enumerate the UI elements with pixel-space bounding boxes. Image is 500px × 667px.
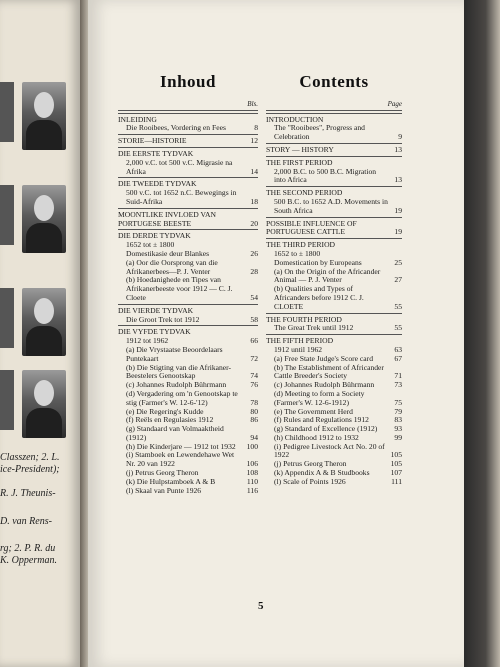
entry-page: 76 xyxy=(250,380,258,390)
entry-title: (k) Die Hulpstamboek A & B xyxy=(126,476,216,486)
book-cover-edge xyxy=(464,0,500,667)
entry-page: 71 xyxy=(394,371,402,381)
entry-page: 58 xyxy=(250,314,258,324)
entry-title: (j) Petrus Georg Theron xyxy=(126,468,199,478)
portrait-photo-cropped xyxy=(0,82,14,142)
entry-page: 8 xyxy=(254,123,258,133)
divider xyxy=(118,177,258,178)
entry-title: STORIE—HISTORIE xyxy=(118,136,187,146)
entry-title: (a) Die Vrystaatse Beoordelaars Puntekaart xyxy=(126,344,223,363)
entry-page: 63 xyxy=(394,344,402,354)
afrikaans-page-label: Bls. xyxy=(247,99,258,108)
entry-page: 74 xyxy=(250,371,258,381)
entry-title: (b) The Establishment of Africander Cattle Breeder's Society xyxy=(274,362,384,381)
portrait-photo xyxy=(22,185,66,253)
divider xyxy=(266,110,402,111)
divider xyxy=(266,186,402,187)
divider xyxy=(266,334,402,335)
toc-entry xyxy=(118,316,258,325)
toc-entry xyxy=(118,451,258,469)
toc-entry xyxy=(266,324,402,333)
entry-title: Domestikasie deur Blankes xyxy=(126,248,210,258)
toc-entry xyxy=(118,259,258,277)
divider xyxy=(118,304,258,305)
toc-entry xyxy=(266,364,402,382)
toc-entry xyxy=(118,159,258,177)
entry-page: 54 xyxy=(250,292,258,302)
entry-title: INLEIDING xyxy=(118,114,157,124)
entry-title: 2,000 B.C. to 500 B.C. Migration into Africa xyxy=(274,166,377,185)
portrait-photo-cropped xyxy=(0,185,14,245)
entry-title: (b) Qualities and Types of Africanders before 1912 C. J. CLOETE xyxy=(274,284,364,311)
entry-title: DIE DERDE TYDVAK xyxy=(118,231,191,241)
caption-line: K. Opperman. xyxy=(0,555,57,566)
toc-entry xyxy=(266,285,402,311)
toc-entry xyxy=(118,124,258,133)
entry-title: 1912 tot 1962 xyxy=(126,336,169,346)
caption-line: rg; 2. P. R. du xyxy=(0,543,56,554)
toc-entry xyxy=(266,268,402,286)
toc-entry xyxy=(266,478,402,487)
caption-line: ice-President); xyxy=(0,464,60,475)
entry-page: 12 xyxy=(250,136,258,146)
entry-page: 106 xyxy=(246,459,258,469)
entry-title: (h) Die Kinderjare — 1912 tot 1932 xyxy=(126,441,236,451)
entry-title: (b) Die Stigting van die Afrikaner-Beestelers Genootskap xyxy=(126,362,232,381)
divider xyxy=(266,156,402,157)
entry-title: Die Rooibees, Vordering en Fees xyxy=(126,123,226,133)
entry-page: 19 xyxy=(394,205,402,215)
toc-entry xyxy=(266,390,402,408)
caption-line: Classzen; 2. L. xyxy=(0,452,60,463)
book-gutter xyxy=(80,0,88,667)
entry-page: 73 xyxy=(394,380,402,390)
portrait-photo xyxy=(22,82,66,150)
entry-title: 2,000 v.C. tot 500 v.C. Migrasie na Afrika xyxy=(126,157,233,176)
portrait-photo xyxy=(22,288,66,356)
entry-title: POSSIBLE INFLUENCE OF PORTUGUESE CATTLE xyxy=(266,218,357,237)
divider xyxy=(118,113,258,114)
entry-title: 1652 tot ± 1800 xyxy=(126,240,175,250)
entry-title: (f) Reëls en Regulasies 1912 xyxy=(126,415,214,425)
entry-page: 72 xyxy=(250,353,258,363)
entry-page: 55 xyxy=(394,323,402,333)
entry-title: (l) Scale of Points 1926 xyxy=(274,476,346,486)
entry-page: 26 xyxy=(250,248,258,258)
entry-title: MOONTLIKE INVLOED VAN PORTUGESE BEESTE xyxy=(118,209,217,228)
english-page-label: Page xyxy=(387,99,402,108)
entry-page: 110 xyxy=(246,476,258,486)
toc-entry xyxy=(118,487,258,496)
entry-title: DIE VYFDE TYDVAK xyxy=(118,327,191,337)
toc-entry xyxy=(266,168,402,186)
english-contents-column xyxy=(266,72,402,487)
english-entry-list xyxy=(266,113,402,487)
toc-entry xyxy=(118,390,258,408)
entry-title: THE SECOND PERIOD xyxy=(266,188,343,198)
entry-page: 93 xyxy=(394,424,402,434)
toc-entry xyxy=(118,346,258,364)
toc-entry xyxy=(118,189,258,207)
entry-title: (i) Pedigree Livestock Act No. 20 of 1922 xyxy=(274,441,385,460)
entry-title: DIE VIERDE TYDVAK xyxy=(118,305,194,315)
entry-page: 83 xyxy=(394,415,402,425)
entry-title: (i) Stamboek en Lewendehawe Wet Nr. 20 van 1922 xyxy=(126,450,235,469)
entry-page: 13 xyxy=(394,175,402,185)
section-heading xyxy=(118,137,258,146)
entry-title: The "Rooibees", Progress and Celebration xyxy=(274,123,365,142)
entry-page: 94 xyxy=(250,432,258,442)
portrait-photo-cropped xyxy=(0,288,14,348)
entry-page: 80 xyxy=(250,406,258,416)
entry-title: Die Groot Trek tot 1912 xyxy=(126,314,200,324)
entry-title: 500 v.C. tot 1652 n.C. Bewegings in Suid-Afrika xyxy=(126,188,237,206)
entry-title: (d) Meeting to form a Society (Farmer's W. 12-6-1912) xyxy=(274,388,365,407)
entry-title: STORY — HISTORY xyxy=(266,144,334,154)
divider xyxy=(118,110,258,111)
entry-page: 99 xyxy=(394,432,402,442)
entry-title: THE FOURTH PERIOD xyxy=(266,314,342,324)
entry-title: (e) The Government Herd xyxy=(274,406,353,416)
entry-page: 107 xyxy=(390,468,402,478)
entry-title: (g) Standard of Excellence (1912) xyxy=(274,424,378,434)
entry-page: 100 xyxy=(246,441,258,451)
entry-title: The Great Trek until 1912 xyxy=(274,323,354,333)
entry-page: 25 xyxy=(394,257,402,267)
portrait-photo-cropped xyxy=(0,370,14,430)
entry-page: 67 xyxy=(394,353,402,363)
section-heading xyxy=(266,220,402,238)
entry-page: 28 xyxy=(250,266,258,276)
entry-title: (e) Die Regering's Kudde xyxy=(126,406,204,416)
entry-page: 19 xyxy=(394,227,402,237)
english-title: Contents xyxy=(299,72,369,91)
divider xyxy=(266,113,402,114)
entry-title: (l) Skaal van Punte 1926 xyxy=(126,485,202,495)
entry-page: 20 xyxy=(250,218,258,228)
toc-entry xyxy=(118,276,258,302)
entry-page: 78 xyxy=(250,397,258,407)
entry-title: (a) Free State Judge's Score card xyxy=(274,353,373,363)
toc-entry xyxy=(118,425,258,443)
caption-line: R. J. Theunis- xyxy=(0,488,56,499)
entry-page: 75 xyxy=(394,397,402,407)
entry-title: THE FIFTH PERIOD xyxy=(266,336,334,346)
entry-title: (d) Vergadering om 'n Genootskap te stig (Farmer's W. 12-6-'12) xyxy=(126,388,238,407)
entry-title: (a) Oor die Oorsprong van die Afrikanerbees—P. J. Venter xyxy=(126,257,218,276)
entry-page: 79 xyxy=(394,406,402,416)
entry-title: 1912 until 1962 xyxy=(274,344,323,354)
entry-page: 14 xyxy=(250,166,258,176)
entry-title: INTRODUCTION xyxy=(266,114,324,124)
entry-title: Domestication by Europeans xyxy=(274,257,362,267)
page-number: 5 xyxy=(258,600,264,612)
entry-title: (c) Johannes Rudolph Bührmann xyxy=(126,380,227,390)
entry-title: (g) Standaard van Volmaaktheid (1912) xyxy=(126,424,224,442)
afrikaans-title: Inhoud xyxy=(160,72,216,91)
entry-page: 111 xyxy=(391,476,402,486)
entry-page: 27 xyxy=(394,275,402,285)
entry-page: 105 xyxy=(390,450,402,460)
entry-title: (f) Rules and Regulations 1912 xyxy=(274,415,369,425)
entry-page: 55 xyxy=(394,301,402,311)
section-heading xyxy=(118,211,258,229)
portrait-photo xyxy=(22,370,66,438)
entry-page: 116 xyxy=(246,485,258,495)
section-heading xyxy=(266,146,402,155)
divider xyxy=(118,208,258,209)
entry-page: 13 xyxy=(394,144,402,154)
entry-title: DIE TWEEDE TYDVAK xyxy=(118,179,197,189)
entry-page: 105 xyxy=(390,459,402,469)
entry-page: 66 xyxy=(250,336,258,346)
entry-title: (c) Johannes Rudolph Bührmann xyxy=(274,380,375,390)
divider xyxy=(266,143,402,144)
entry-title: 500 B.C. to 1652 A.D. Movements in South Africa xyxy=(274,196,388,215)
toc-entry xyxy=(266,443,402,461)
afrikaans-contents-column xyxy=(118,72,258,495)
caption-line: D. van Rens- xyxy=(0,516,52,527)
divider xyxy=(118,325,258,326)
entry-page: 18 xyxy=(250,196,258,206)
entry-title: (h) Childhood 1912 to 1932 xyxy=(274,432,359,442)
divider xyxy=(266,217,402,218)
entry-title: (b) Hoedanighede en Tipes van Afrikanerbeeste voor 1912 — C. J. Cloete xyxy=(126,275,233,302)
toc-entry xyxy=(266,124,402,142)
divider xyxy=(266,238,402,239)
entry-title: DIE EERSTE TYDVAK xyxy=(118,148,194,158)
toc-entry xyxy=(118,364,258,382)
entry-title: (a) On the Origin of the Africander Animal — P. J. Venter xyxy=(274,266,381,285)
entry-page: 86 xyxy=(250,415,258,425)
entry-title: THE THIRD PERIOD xyxy=(266,240,336,250)
divider xyxy=(118,134,258,135)
entry-title: 1652 to ± 1800 xyxy=(274,248,321,258)
toc-entry xyxy=(266,198,402,216)
divider xyxy=(118,229,258,230)
entry-page: 108 xyxy=(246,468,258,478)
entry-page: 9 xyxy=(398,132,402,142)
divider xyxy=(266,313,402,314)
entry-title: THE FIRST PERIOD xyxy=(266,157,333,167)
divider xyxy=(118,147,258,148)
afrikaans-entry-list xyxy=(118,113,258,496)
entry-title: (j) Petrus Georg Theron xyxy=(274,459,347,469)
facing-page xyxy=(0,0,80,667)
entry-title: (k) Appendix A & B Studbooks xyxy=(274,468,370,478)
